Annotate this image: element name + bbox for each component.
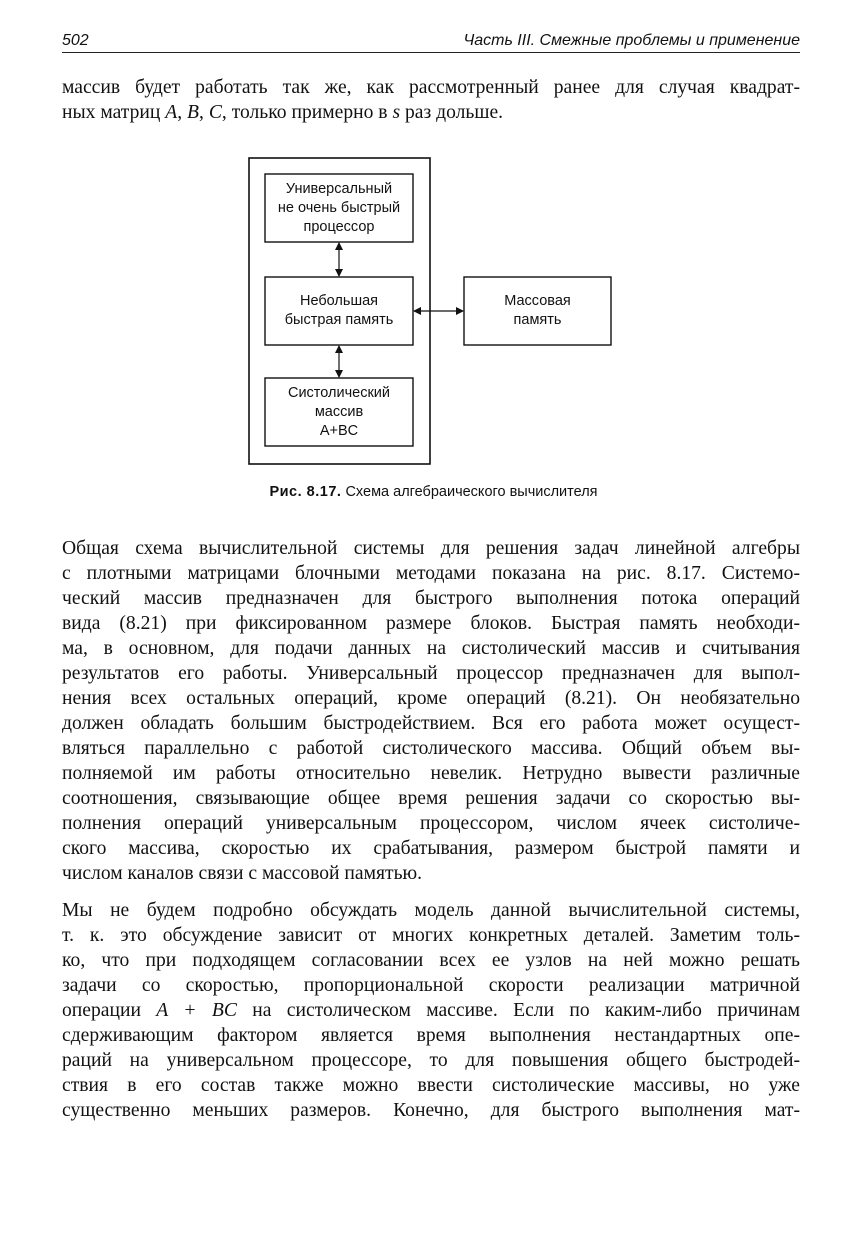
matrix-b: B	[187, 102, 200, 123]
systolic-array-box	[265, 378, 413, 446]
box-label: память	[513, 312, 562, 328]
figure-label: Рис. 8.17.	[269, 484, 342, 500]
paragraph-intro	[62, 75, 800, 125]
box-label: быстрая память	[284, 312, 394, 328]
variable-s: s	[392, 102, 401, 123]
box-label: массив	[314, 403, 364, 420]
paragraph-system-scheme	[62, 536, 800, 886]
text-line: вляться параллельно с работой систолического массива. Общий объем вы-	[62, 738, 800, 759]
matrix-c: C	[208, 102, 222, 123]
text-line: с плотными матрицами блочными методами показана на рис. 8.17. Системо-	[62, 563, 800, 584]
text-line: полнения операций универсальным процессором, числом ячеек систоличе-	[62, 813, 800, 834]
matrix-a: A	[165, 102, 178, 123]
text-line: должен обладать большим быстродействием. Вся его работа может осущест-	[62, 713, 800, 734]
paragraph-model-discussion	[62, 898, 800, 1123]
text-line: вида (8.21) при фиксированном размере блоков. Быстрая память необходи-	[62, 613, 800, 634]
text-line: Мы не будем подробно обсуждать модель данной вычислительной системы,	[62, 900, 800, 921]
text-run: раз дольше.	[400, 102, 504, 123]
running-title: Часть III. Смежные проблемы и применение	[463, 32, 800, 49]
text-line: задачи со скоростью, пропорциональной скорости реализации матричной	[62, 975, 800, 996]
text-line: результатов его работы. Универсальный процессор предназначен для выпол-	[62, 663, 800, 684]
box-label: Небольшая	[300, 293, 378, 309]
text-line: т. к. это обсуждение зависит от многих конкретных деталей. Заметим толь-	[62, 925, 800, 946]
formula-a-plus-bc: A + BC	[156, 1000, 237, 1021]
text-run: операции	[62, 1000, 157, 1021]
text-line: ствия в его состав также можно ввести систолические массивы, но уже	[62, 1075, 800, 1096]
text-line: полняемой им работы относительно невелик. Нетрудно вывести различные	[62, 763, 800, 784]
text-line: ко, что при подходящем согласовании всех ее узлов на ней можно решать	[62, 950, 800, 971]
box-label: не очень быстрый	[277, 199, 401, 216]
box-label: Универсальный	[285, 180, 393, 197]
text-line: сдерживающим фактором является время выполнения нестандартных опе-	[62, 1025, 800, 1046]
text-line: ма, в основном, для подачи данных на систолический массив и считывания	[62, 638, 800, 659]
text-line	[62, 998, 800, 1023]
figure-caption-text: Схема алгебраического вычислителя	[341, 484, 598, 500]
text-line: числом каналов связи с массовой памятью.	[62, 863, 423, 884]
page-number: 502	[62, 32, 89, 49]
text-run: , только примерно в	[221, 102, 393, 123]
text-line: существенно меньших размеров. Конечно, для быстрого выполнения мат-	[62, 1100, 800, 1121]
text-line: Общая схема вычислительной системы для решения задач линейной алгебры	[62, 538, 800, 559]
text-line	[62, 100, 800, 125]
box-label: процессор	[303, 218, 375, 235]
processor-box	[265, 174, 413, 242]
block-diagram	[240, 150, 620, 470]
text-run: ,	[199, 102, 209, 123]
figure-caption	[0, 484, 867, 500]
box-label: Массовая	[504, 293, 571, 309]
text-run: ных матриц	[62, 102, 166, 123]
text-line: нения всех остальных операций, кроме операций (8.21). Он необязательно	[62, 688, 800, 709]
text-run: ,	[177, 102, 188, 123]
text-line: ского массива, скоростью их срабатывания, размером быстрой памяти и	[62, 838, 800, 859]
page-header	[62, 30, 800, 53]
text-line: массив будет работать так же, как рассмотренный ранее для случая квадрат-	[62, 77, 800, 98]
mass-memory-box	[464, 277, 611, 345]
text-line: раций на универсальном процессоре, то для повышения общего быстродей-	[62, 1050, 800, 1071]
text-line: соотношения, связывающие общее время решения задачи со скоростью вы-	[62, 788, 800, 809]
box-label: A+BC	[319, 422, 359, 439]
text-run: на систолическом массиве. Если по каким-либо причинам	[236, 1000, 800, 1021]
fast-memory-box	[265, 277, 413, 345]
box-label: Систолический	[287, 384, 391, 401]
text-line: ческий массив предназначен для быстрого выполнения потока операций	[62, 588, 800, 609]
